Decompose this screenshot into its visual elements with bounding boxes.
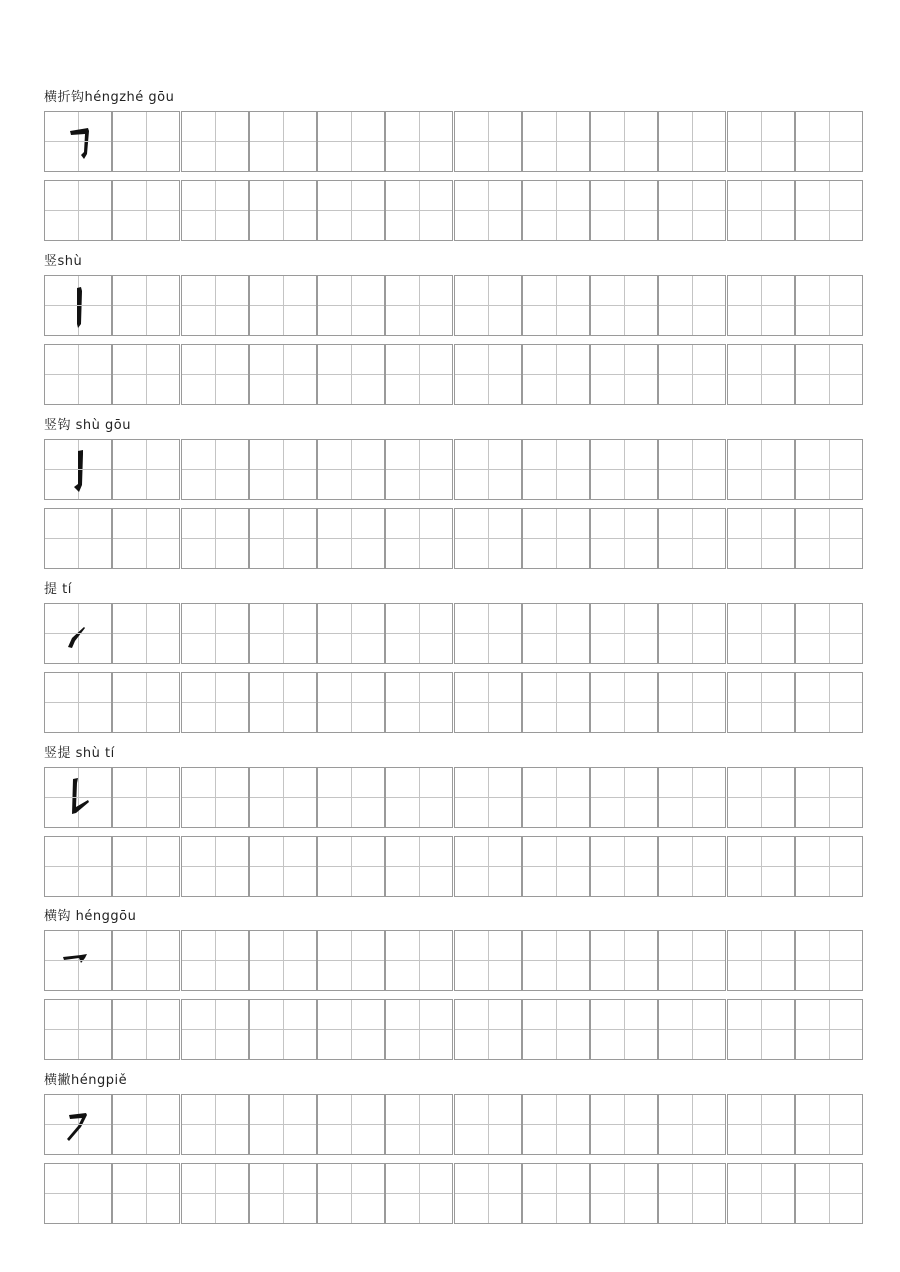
- tian-zi-ge-cell[interactable]: [317, 111, 385, 172]
- practice-row: [44, 275, 862, 336]
- tian-zi-ge-cell[interactable]: [454, 999, 522, 1060]
- tian-zi-ge-cell[interactable]: [454, 603, 522, 664]
- tian-zi-ge-cell[interactable]: [590, 930, 658, 991]
- heng-pie-stroke-icon: [45, 1095, 113, 1156]
- tian-zi-ge-cell[interactable]: [249, 672, 317, 733]
- tian-zi-ge-cell[interactable]: [795, 999, 863, 1060]
- tian-zi-ge-cell[interactable]: [454, 836, 522, 897]
- tian-zi-ge-cell[interactable]: [522, 439, 590, 500]
- tian-zi-ge-cell[interactable]: [727, 930, 795, 991]
- tian-zi-ge-cell[interactable]: [44, 111, 112, 172]
- tian-zi-ge-cell[interactable]: [112, 111, 180, 172]
- tian-zi-ge-cell[interactable]: [385, 275, 453, 336]
- tian-zi-ge-cell[interactable]: [795, 180, 863, 241]
- ti-stroke-icon: [45, 604, 113, 665]
- tian-zi-ge-cell[interactable]: [658, 999, 726, 1060]
- tian-zi-ge-cell[interactable]: [795, 508, 863, 569]
- practice-row: [44, 672, 862, 733]
- tian-zi-ge-cell[interactable]: [249, 767, 317, 828]
- tian-zi-ge-cell[interactable]: [181, 439, 249, 500]
- tian-zi-ge-cell[interactable]: [112, 1163, 180, 1224]
- tian-zi-ge-cell[interactable]: [112, 930, 180, 991]
- tian-zi-ge-cell[interactable]: [727, 767, 795, 828]
- tian-zi-ge-cell[interactable]: [454, 439, 522, 500]
- tian-zi-ge-cell[interactable]: [44, 1163, 112, 1224]
- stroke-label: 竖提 shù tí: [44, 746, 115, 761]
- practice-row: [44, 439, 862, 500]
- tian-zi-ge-cell[interactable]: [249, 111, 317, 172]
- tian-zi-ge-cell[interactable]: [454, 180, 522, 241]
- tian-zi-ge-cell[interactable]: [181, 1163, 249, 1224]
- tian-zi-ge-cell[interactable]: [317, 672, 385, 733]
- heng-gou-stroke-icon: [45, 931, 113, 992]
- tian-zi-ge-cell[interactable]: [454, 275, 522, 336]
- tian-zi-ge-cell[interactable]: [181, 672, 249, 733]
- tian-zi-ge-cell[interactable]: [317, 930, 385, 991]
- tian-zi-ge-cell[interactable]: [181, 275, 249, 336]
- shu-gou-stroke-icon: [45, 440, 113, 501]
- tian-zi-ge-cell[interactable]: [385, 180, 453, 241]
- tian-zi-ge-cell[interactable]: [249, 344, 317, 405]
- tian-zi-ge-cell[interactable]: [590, 672, 658, 733]
- tian-zi-ge-cell[interactable]: [44, 508, 112, 569]
- tian-zi-ge-cell[interactable]: [454, 767, 522, 828]
- tian-zi-ge-cell[interactable]: [590, 439, 658, 500]
- tian-zi-ge-cell[interactable]: [181, 767, 249, 828]
- tian-zi-ge-cell[interactable]: [385, 439, 453, 500]
- tian-zi-ge-cell[interactable]: [112, 439, 180, 500]
- tian-zi-ge-cell[interactable]: [590, 180, 658, 241]
- tian-zi-ge-cell[interactable]: [181, 344, 249, 405]
- tian-zi-ge-cell[interactable]: [727, 275, 795, 336]
- tian-zi-ge-cell[interactable]: [44, 275, 112, 336]
- stroke-label: 横撇héngpiě: [44, 1073, 128, 1088]
- tian-zi-ge-cell[interactable]: [385, 836, 453, 897]
- tian-zi-ge-cell[interactable]: [522, 767, 590, 828]
- tian-zi-ge-cell[interactable]: [249, 1094, 317, 1155]
- tian-zi-ge-cell[interactable]: [658, 1163, 726, 1224]
- tian-zi-ge-cell[interactable]: [385, 930, 453, 991]
- tian-zi-ge-cell[interactable]: [795, 344, 863, 405]
- tian-zi-ge-cell[interactable]: [658, 180, 726, 241]
- tian-zi-ge-cell[interactable]: [317, 180, 385, 241]
- tian-zi-ge-cell[interactable]: [727, 344, 795, 405]
- tian-zi-ge-cell[interactable]: [590, 1163, 658, 1224]
- tian-zi-ge-cell[interactable]: [522, 603, 590, 664]
- tian-zi-ge-cell[interactable]: [727, 836, 795, 897]
- tian-zi-ge-cell[interactable]: [385, 1163, 453, 1224]
- tian-zi-ge-cell[interactable]: [590, 1094, 658, 1155]
- tian-zi-ge-cell[interactable]: [249, 836, 317, 897]
- tian-zi-ge-cell[interactable]: [795, 275, 863, 336]
- tian-zi-ge-cell[interactable]: [385, 111, 453, 172]
- practice-row: [44, 111, 862, 172]
- tian-zi-ge-cell[interactable]: [385, 344, 453, 405]
- tian-zi-ge-cell[interactable]: [590, 508, 658, 569]
- tian-zi-ge-cell[interactable]: [249, 930, 317, 991]
- tian-zi-ge-cell[interactable]: [522, 180, 590, 241]
- tian-zi-ge-cell[interactable]: [317, 275, 385, 336]
- tian-zi-ge-cell[interactable]: [795, 439, 863, 500]
- tian-zi-ge-cell[interactable]: [385, 672, 453, 733]
- tian-zi-ge-cell[interactable]: [181, 111, 249, 172]
- tian-zi-ge-cell[interactable]: [795, 1163, 863, 1224]
- tian-zi-ge-cell[interactable]: [249, 180, 317, 241]
- tian-zi-ge-cell[interactable]: [727, 111, 795, 172]
- tian-zi-ge-cell[interactable]: [522, 999, 590, 1060]
- tian-zi-ge-cell[interactable]: [795, 111, 863, 172]
- practice-row: [44, 603, 862, 664]
- practice-row: [44, 930, 862, 991]
- tian-zi-ge-cell[interactable]: [658, 275, 726, 336]
- tian-zi-ge-cell[interactable]: [454, 1094, 522, 1155]
- tian-zi-ge-cell[interactable]: [658, 508, 726, 569]
- shu-stroke-icon: [45, 276, 113, 337]
- tian-zi-ge-cell[interactable]: [590, 111, 658, 172]
- practice-row: [44, 1094, 862, 1155]
- tian-zi-ge-cell[interactable]: [181, 603, 249, 664]
- tian-zi-ge-cell[interactable]: [795, 603, 863, 664]
- stroke-label: 提 tí: [44, 582, 72, 597]
- tian-zi-ge-cell[interactable]: [249, 1163, 317, 1224]
- tian-zi-ge-cell[interactable]: [181, 930, 249, 991]
- tian-zi-ge-cell[interactable]: [590, 836, 658, 897]
- tian-zi-ge-cell[interactable]: [727, 1163, 795, 1224]
- tian-zi-ge-cell[interactable]: [317, 836, 385, 897]
- tian-zi-ge-cell[interactable]: [658, 672, 726, 733]
- tian-zi-ge-cell[interactable]: [454, 930, 522, 991]
- tian-zi-ge-cell[interactable]: [727, 439, 795, 500]
- tian-zi-ge-cell[interactable]: [44, 836, 112, 897]
- tian-zi-ge-cell[interactable]: [454, 672, 522, 733]
- tian-zi-ge-cell[interactable]: [317, 603, 385, 664]
- practice-row: [44, 180, 862, 241]
- tian-zi-ge-cell[interactable]: [181, 180, 249, 241]
- tian-zi-ge-cell[interactable]: [727, 1094, 795, 1155]
- tian-zi-ge-cell[interactable]: [317, 999, 385, 1060]
- tian-zi-ge-cell[interactable]: [522, 836, 590, 897]
- tian-zi-ge-cell[interactable]: [112, 672, 180, 733]
- tian-zi-ge-cell[interactable]: [522, 1094, 590, 1155]
- tian-zi-ge-cell[interactable]: [522, 508, 590, 569]
- tian-zi-ge-cell[interactable]: [112, 767, 180, 828]
- tian-zi-ge-cell[interactable]: [454, 344, 522, 405]
- tian-zi-ge-cell[interactable]: [44, 603, 112, 664]
- tian-zi-ge-cell[interactable]: [112, 836, 180, 897]
- tian-zi-ge-cell[interactable]: [317, 439, 385, 500]
- tian-zi-ge-cell[interactable]: [317, 767, 385, 828]
- tian-zi-ge-cell[interactable]: [522, 344, 590, 405]
- tian-zi-ge-cell[interactable]: [317, 1094, 385, 1155]
- tian-zi-ge-cell[interactable]: [249, 999, 317, 1060]
- tian-zi-ge-cell[interactable]: [522, 1163, 590, 1224]
- tian-zi-ge-cell[interactable]: [590, 603, 658, 664]
- tian-zi-ge-cell[interactable]: [44, 672, 112, 733]
- tian-zi-ge-cell[interactable]: [385, 767, 453, 828]
- tian-zi-ge-cell[interactable]: [44, 930, 112, 991]
- tian-zi-ge-cell[interactable]: [44, 344, 112, 405]
- tian-zi-ge-cell[interactable]: [658, 344, 726, 405]
- tian-zi-ge-cell[interactable]: [727, 999, 795, 1060]
- tian-zi-ge-cell[interactable]: [249, 275, 317, 336]
- shu-ti-stroke-icon: [45, 768, 113, 829]
- practice-row: [44, 836, 862, 897]
- stroke-label: 横折钩héngzhé gōu: [44, 90, 175, 105]
- tian-zi-ge-cell[interactable]: [727, 180, 795, 241]
- tian-zi-ge-cell[interactable]: [44, 767, 112, 828]
- tian-zi-ge-cell[interactable]: [317, 1163, 385, 1224]
- tian-zi-ge-cell[interactable]: [385, 508, 453, 569]
- tian-zi-ge-cell[interactable]: [317, 344, 385, 405]
- tian-zi-ge-cell[interactable]: [658, 836, 726, 897]
- tian-zi-ge-cell[interactable]: [385, 1094, 453, 1155]
- tian-zi-ge-cell[interactable]: [795, 930, 863, 991]
- tian-zi-ge-cell[interactable]: [454, 111, 522, 172]
- stroke-label: 横钩 hénggōu: [44, 909, 137, 924]
- tian-zi-ge-cell[interactable]: [590, 767, 658, 828]
- practice-row: [44, 508, 862, 569]
- tian-zi-ge-cell[interactable]: [44, 1094, 112, 1155]
- tian-zi-ge-cell[interactable]: [44, 439, 112, 500]
- practice-row: [44, 344, 862, 405]
- tian-zi-ge-cell[interactable]: [249, 439, 317, 500]
- stroke-label: 竖钩 shù gōu: [44, 418, 131, 433]
- tian-zi-ge-cell[interactable]: [522, 111, 590, 172]
- tian-zi-ge-cell[interactable]: [112, 508, 180, 569]
- tian-zi-ge-cell[interactable]: [658, 930, 726, 991]
- tian-zi-ge-cell[interactable]: [658, 439, 726, 500]
- tian-zi-ge-cell[interactable]: [44, 999, 112, 1060]
- tian-zi-ge-cell[interactable]: [181, 836, 249, 897]
- tian-zi-ge-cell[interactable]: [181, 508, 249, 569]
- heng-zhe-gou-stroke-icon: [45, 112, 113, 173]
- tian-zi-ge-cell[interactable]: [727, 603, 795, 664]
- tian-zi-ge-cell[interactable]: [590, 999, 658, 1060]
- tian-zi-ge-cell[interactable]: [112, 180, 180, 241]
- tian-zi-ge-cell[interactable]: [112, 275, 180, 336]
- tian-zi-ge-cell[interactable]: [590, 275, 658, 336]
- tian-zi-ge-cell[interactable]: [727, 672, 795, 733]
- tian-zi-ge-cell[interactable]: [795, 767, 863, 828]
- tian-zi-ge-cell[interactable]: [658, 603, 726, 664]
- tian-zi-ge-cell[interactable]: [727, 508, 795, 569]
- tian-zi-ge-cell[interactable]: [795, 836, 863, 897]
- tian-zi-ge-cell[interactable]: [112, 1094, 180, 1155]
- tian-zi-ge-cell[interactable]: [181, 999, 249, 1060]
- tian-zi-ge-cell[interactable]: [658, 1094, 726, 1155]
- tian-zi-ge-cell[interactable]: [44, 180, 112, 241]
- tian-zi-ge-cell[interactable]: [181, 1094, 249, 1155]
- tian-zi-ge-cell[interactable]: [795, 672, 863, 733]
- tian-zi-ge-cell[interactable]: [112, 999, 180, 1060]
- tian-zi-ge-cell[interactable]: [317, 508, 385, 569]
- tian-zi-ge-cell[interactable]: [590, 344, 658, 405]
- tian-zi-ge-cell[interactable]: [658, 767, 726, 828]
- tian-zi-ge-cell[interactable]: [454, 1163, 522, 1224]
- tian-zi-ge-cell[interactable]: [385, 603, 453, 664]
- tian-zi-ge-cell[interactable]: [112, 344, 180, 405]
- practice-row: [44, 767, 862, 828]
- tian-zi-ge-cell[interactable]: [522, 930, 590, 991]
- tian-zi-ge-cell[interactable]: [249, 603, 317, 664]
- tian-zi-ge-cell[interactable]: [658, 111, 726, 172]
- tian-zi-ge-cell[interactable]: [795, 1094, 863, 1155]
- tian-zi-ge-cell[interactable]: [249, 508, 317, 569]
- practice-row: [44, 999, 862, 1060]
- practice-row: [44, 1163, 862, 1224]
- tian-zi-ge-cell[interactable]: [385, 999, 453, 1060]
- stroke-label: 竖shù: [44, 254, 83, 269]
- tian-zi-ge-cell[interactable]: [522, 275, 590, 336]
- tian-zi-ge-cell[interactable]: [454, 508, 522, 569]
- tian-zi-ge-cell[interactable]: [112, 603, 180, 664]
- tian-zi-ge-cell[interactable]: [522, 672, 590, 733]
